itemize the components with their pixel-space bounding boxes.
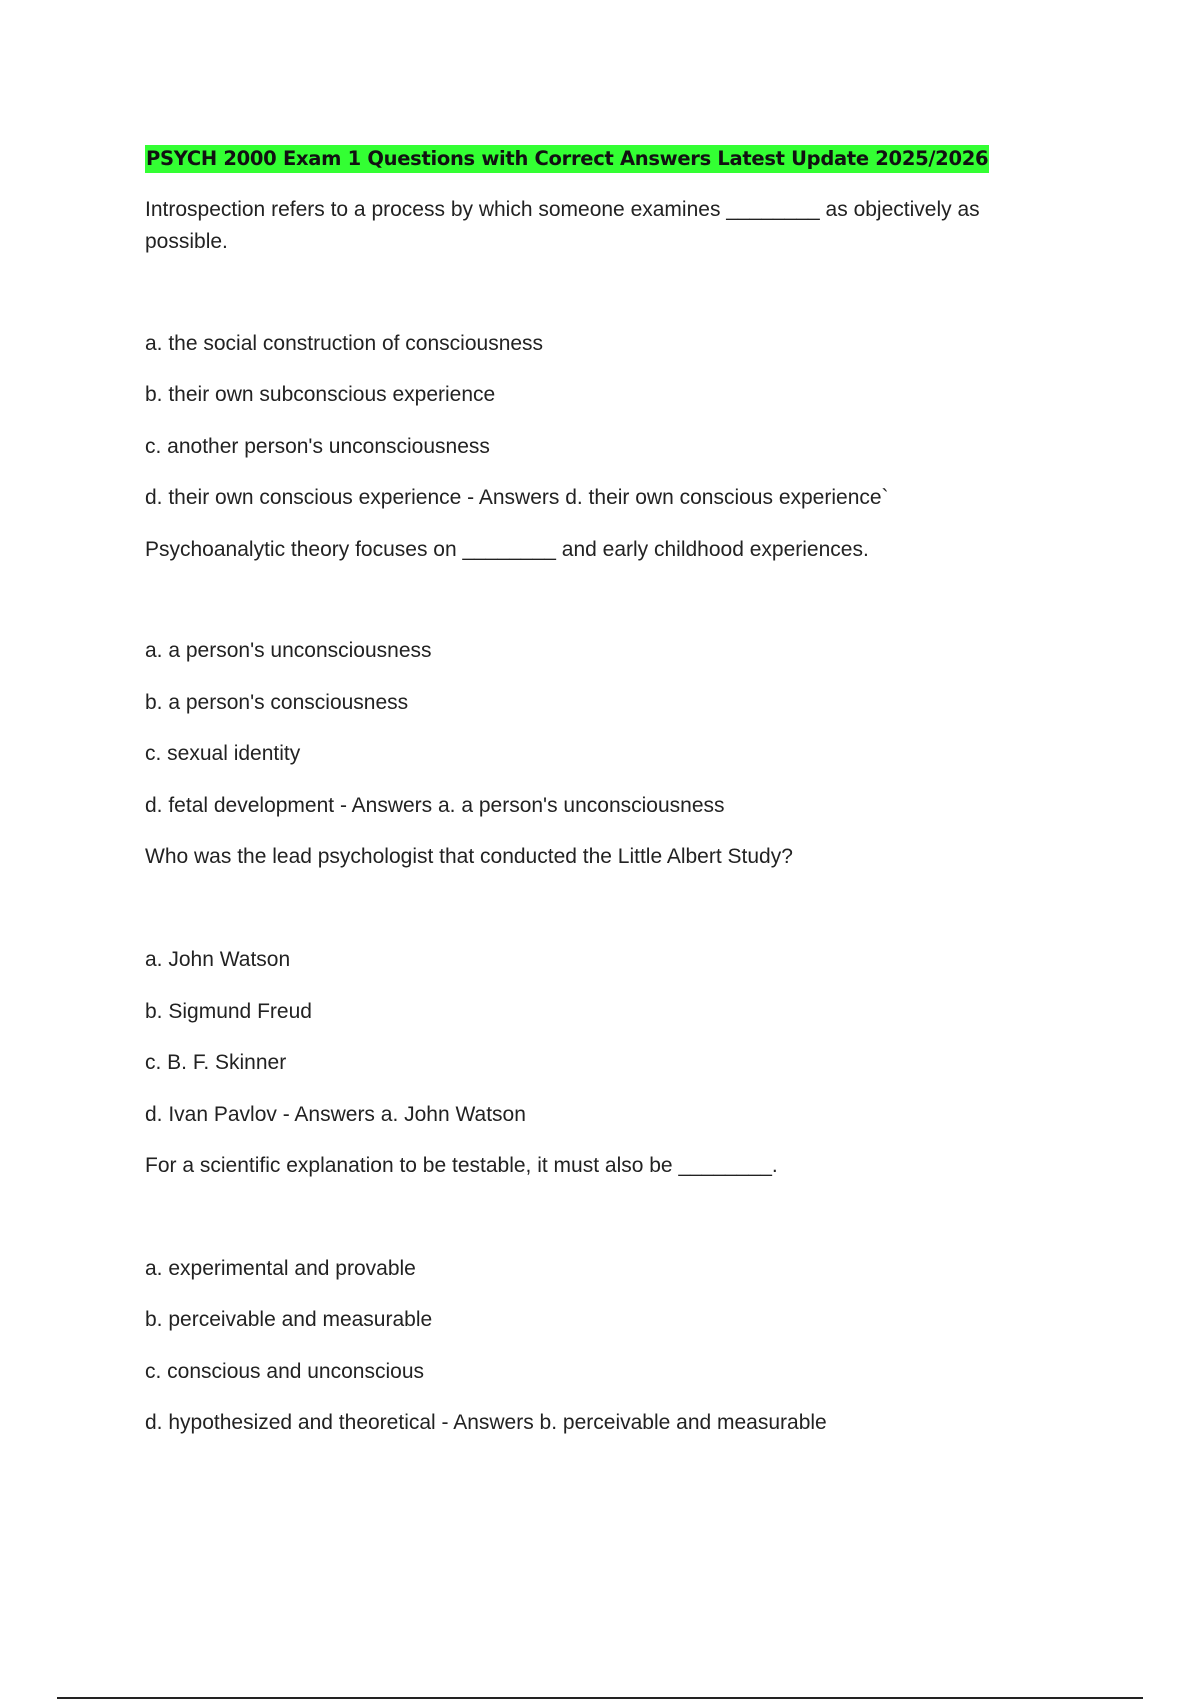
question-2-option-b: b. a person's consciousness — [145, 691, 409, 714]
question-2-option-d-answer: d. fetal development - Answers a. a person's unconsciousness — [145, 794, 725, 817]
question-2-option-c: c. sexual identity — [145, 742, 301, 765]
question-4-option-d-answer: d. hypothesized and theoretical - Answers b. perceivable and measurable — [145, 1411, 827, 1434]
question-1-option-c: c. another person's unconsciousness — [145, 435, 490, 458]
question-2-prompt: Psychoanalytic theory focuses on ________ and early childhood experiences. — [145, 538, 869, 561]
question-1-option-d-answer: d. their own conscious experience - Answers d. their own conscious experience` — [145, 486, 889, 509]
question-3-option-d-answer: d. Ivan Pavlov - Answers a. John Watson — [145, 1103, 526, 1126]
document-title: PSYCH 2000 Exam 1 Questions with Correct Answers Latest Update 2025/2026 — [145, 145, 989, 173]
question-4-option-a: a. experimental and provable — [145, 1257, 416, 1280]
question-2-option-a: a. a person's unconsciousness — [145, 639, 432, 662]
question-1-option-a: a. the social construction of consciousness — [145, 332, 544, 355]
question-4-prompt: For a scientific explanation to be testable, it must also be ________. — [145, 1154, 778, 1177]
question-1-option-b: b. their own subconscious experience — [145, 383, 496, 406]
question-4-option-c: c. conscious and unconscious — [145, 1360, 424, 1383]
question-1-prompt: Introspection refers to a process by which someone examines ________ as objectively as possible. — [145, 198, 980, 253]
question-3-option-c: c. B. F. Skinner — [145, 1051, 287, 1074]
footer-rule — [57, 1697, 1143, 1699]
question-3-option-a: a. John Watson — [145, 948, 291, 971]
question-3-prompt: Who was the lead psychologist that conducted the Little Albert Study? — [145, 845, 793, 868]
question-3-option-b: b. Sigmund Freud — [145, 1000, 312, 1023]
question-4-option-b: b. perceivable and measurable — [145, 1308, 433, 1331]
